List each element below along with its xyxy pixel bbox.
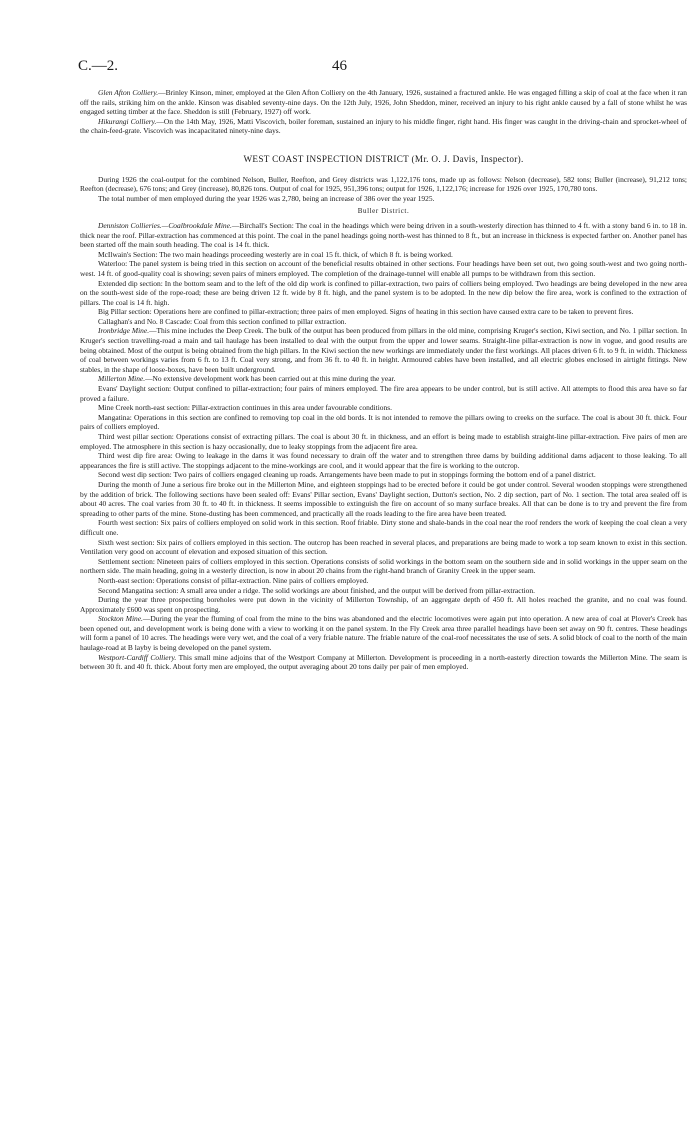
body-paragraph — [80, 279, 687, 308]
paragraph-text: Waterloo: The panel system is being tried in this section on account of the beneficial results obtained in other sections. Four headings have been set out, two going south-west and two going north-west. 14 ft. of good-quality coal is showing; seven pairs of miners employed. The completion of the drainage-tunnel will enable all pumps to be withdrawn from this section. — [80, 259, 687, 278]
paragraph-text: —During the year the fluming of coal from the mine to the bins was abandoned and the electric locomotives were again put into operation. A new area of coal at Plover's Creek has been opened out, and development work is being done with a view to working it on the panel system. In the Fly Creek area three parallel headings have been set away on 90 ft. centres. These headings will form a panel of 10 acres. The headings were very wet, and the coal of a very friable nature. The friable nature of the coal-roof necessitates the use of sets. A solid block of coal to the north of the main haulage-road at B layby is being developed on the panel system. — [80, 614, 687, 653]
paragraph-text: Callaghan's and No. 8 Cascade: Coal from this section confined to pillar extraction. — [98, 316, 347, 326]
body-paragraph — [80, 470, 687, 480]
page-number: 46 — [332, 58, 347, 74]
body-paragraph — [80, 595, 687, 614]
body-paragraph — [80, 518, 687, 537]
body-paragraph — [80, 451, 687, 470]
body-paragraph — [80, 614, 687, 652]
paragraph-text: Fourth west section: Six pairs of colliers employed on solid work in this section. Roof friable. Dirty stone and shale-bands in the coal near the roof renders the work of keeping the coal clean a very difficult one. — [80, 518, 687, 537]
paragraph-text: McIlwain's Section: The two main headings proceeding westerly are in coal 15 ft. thick, of which 8 ft. is being worked. — [98, 249, 453, 259]
paragraph-text: North-east section: Operations consist of pillar-extraction. Nine pairs of colliers employed. — [98, 575, 369, 585]
body-paragraph — [80, 374, 687, 384]
district-heading — [80, 207, 687, 217]
paragraph-text: —No extensive development work has been carried out at this mine during the year. — [145, 374, 396, 384]
paragraph-lead: Stockton Mine. — [98, 614, 143, 624]
paragraph-text: During the month of June a serious fire broke out in the Millerton Mine, and eighteen stoppings had to be erected before it could be got under control. Several wooden stoppings were strengthened by the addition of brick. The following sections have been sealed off: Evans' Pillar section, Evans' Daylight section, Dutton's section, No. 2 dip section, part of No. 1 section. The total area sealed off is about 40 acres. The coal varies from 30 ft. to 40 ft. in thickness. It seems impossible to extinguish the fire on account of so many surface breaks. All that can be done is to try and prevent the fire from spreading to other parts of the mine. Stone-dusting has been commenced, and practically all the roads leading to the fire area have been treated. — [80, 479, 687, 518]
paragraph-text: WEST COAST INSPECTION DISTRICT (Mr. O. J. Davis, Inspector). — [243, 153, 524, 164]
body-paragraph — [80, 307, 687, 317]
paragraph-text: —On the 14th May, 1926, Matti Viscovich, boiler foreman, sustained an injury to his middle finger, right hand. His finger was caught in the driving-chain and sprocket-wheel of the chain-feed-grate. Viscovich was incapacitated ninety-nine days. — [80, 116, 687, 136]
paragraph-text: Settlement section: Nineteen pairs of colliers employed in this section. Operations consists of solid workings in the bottom seam on the southern side and in solid workings in the upper seam on the northern side. The main heading, going in a westerly direction, is now in about 20 chains from the right-hand branch of Granity Creek in the upper seam. — [80, 556, 687, 576]
body-paragraph — [80, 194, 687, 204]
document-body — [80, 88, 687, 672]
paragraph-text: —Birchall's Section: The coal in the headings which were being driven in a south-westerly direction has thinned to 4 ft. with a stony band 6 in. to 18 in. thick near the roof. Pillar-extraction has commenced at this point. The coal in the panel headings going north-west has thinned to 8 ft., but an increase in thickness is expected farther on. Another panel has been started off the main south heading. The coal is 14 ft. thick. — [80, 220, 687, 250]
body-paragraph — [80, 384, 687, 403]
body-paragraph — [80, 557, 687, 576]
paragraph-text: —Brinley Kinson, miner, employed at the Glen Afton Colliery on the 4th January, 1926, sustained a fractured ankle. He was engaged filling a skip of coal at the face when it ran off the rails, striking him on the ankle. Kinson was disabled seventy-nine days. On the 12th July, 1926, John Sheddon, miner, received an injury to his right ankle caused by a fall of stone whilst he was engaged setting timber at the face. Sheddon is still (February, 1927) off work. — [80, 88, 687, 117]
body-paragraph — [80, 326, 687, 374]
paragraph-text: Buller District. — [357, 207, 410, 216]
body-paragraph — [80, 88, 687, 117]
paragraph-text: Extended dip section: In the bottom seam and to the left of the old dip work is confined to pillar-extraction, two pairs of colliers being employed. Two headings are being developed in the new area on the south-west side of the rope-road; these are being driven 12 ft. wide by 8 ft. high, and the panel system is to be adopted. In the new dip below the fire area, work is confined to the extraction of pillars. The coal is 14 ft. high. — [80, 278, 687, 307]
paragraph-text: The total number of men employed during the year 1926 was 2,780, being an increase of 386 over the year 1925. — [98, 193, 435, 203]
body-paragraph — [80, 413, 687, 432]
paragraph-text: Mine Creek north-east section: Pillar-extraction continues in this area under favourable conditions. — [98, 403, 392, 413]
body-paragraph — [80, 653, 687, 672]
paragraph-lead: Glen Afton Colliery. — [98, 88, 159, 97]
paragraph-text: Third west pillar section: Operations consist of extracting pillars. The coal is about 30 ft. in thickness, and an effort is being made to establish straight-line pillar-extraction. Five pairs of men are employed. The atmosphere in this section is hazy occasionally, due to leaky stoppings from the adjacent fire area. — [80, 432, 687, 451]
section-heading — [80, 155, 687, 165]
paragraph-lead: Millerton Mine. — [98, 374, 146, 384]
paragraph-lead: Westport-Cardiff Colliery. — [98, 652, 177, 662]
body-paragraph — [80, 403, 687, 413]
paragraph-text: Sixth west section: Six pairs of colliers employed in this section. The outcrop has been reached in several places, and preparations are being made to work a top seam known to exist in this section. Ventilation very good on account of elevation and exposed situation of this section. — [80, 537, 687, 557]
paragraph-text: Third west dip fire area: Owing to leakage in the dams it was found necessary to drain off the water and to strengthen three dams by building additional dams adjacent to those leaking. To all appearances the fire is still active. The stoppings adjacent to the mine-workings are cool, and it would appear that the fire is working to the outcrop. — [80, 451, 687, 470]
body-paragraph — [80, 576, 687, 586]
paragraph-lead: Hikurangi Colliery. — [98, 116, 157, 126]
paragraph-text: Second west dip section: Two pairs of colliers engaged cleaning up roads. Arrangements have been made to put in stoppings forming the bottom end of a panel district. — [98, 470, 596, 480]
body-paragraph — [80, 480, 687, 518]
paragraph-text: Second Mangatina section: A small area under a ridge. The solid workings are about finished, and the output will be derived from pillar-extraction. — [98, 585, 535, 595]
body-paragraph — [80, 117, 687, 136]
paragraph-text: Big Pillar section: Operations here are confined to pillar-extraction; three pairs of men employed. Signs of heating in this section have caused extra care to be taken to prevent fires. — [98, 307, 634, 317]
paragraph-text: During the year three prospecting boreholes were put down in the vicinity of Millerton Township, of an aggregate depth of 450 ft. All holes reached the granite, and no coal was found. Approximately £600 was spent on prospecting. — [80, 595, 687, 614]
body-paragraph — [80, 538, 687, 557]
body-paragraph — [80, 175, 687, 194]
body-paragraph — [80, 221, 687, 250]
paragraph-text: —This mine includes the Deep Creek. The bulk of the output has been produced from pillars in the old mine, comprising Kruger's section, Kiwi section, and No. 1 pillar section. In Kruger's section travelling-road a main and tail haulage has been installed to deal with the output from the upper and lower seams. Straight-line pillar-extraction is now in vogue, and good results are being obtained. Most of the output is being obtained from the high pillars. In the Kiwi section the new workings are immediately under the first workings. All places driven 6 ft. to 9 ft. in width. Thickness of coal between workings varies from 6 ft. to 13 ft. Coal very strong, and from 36 ft. to 40 ft. in height. Armoured cables have been installed, and all electric globes enclosed in airtight fittings. New stables, in the shape of loose-boxes, have been built underground. — [80, 326, 688, 374]
body-paragraph — [80, 250, 687, 260]
paragraph-lead: Denniston Collieries.—Coalbrookdale Mine. — [98, 220, 232, 230]
body-paragraph — [80, 259, 687, 278]
body-paragraph — [80, 317, 687, 327]
paragraph-text: Mangatina: Operations in this section are confined to removing top coal in the old bords. It is not intended to remove the pillars owing to creeks on the surface. The coal is about 30 ft. thick. Four pairs of colliers employed. — [80, 412, 687, 432]
body-paragraph — [80, 586, 687, 596]
paragraph-text: This small mine adjoins that of the Westport Company at Millerton. Development is proceeding in a north-easterly direction towards the Millerton Mine. The seam is between 30 ft. and 40 ft. thick. About forty men are employed, the output averaging about 20 tons daily per pair of men employed. — [80, 652, 687, 672]
paragraph-lead: Ironbridge Mine. — [98, 326, 150, 336]
body-paragraph — [80, 432, 687, 451]
report-reference: C.—2. — [78, 58, 119, 74]
paragraph-text: During 1926 the coal-output for the combined Nelson, Buller, Reefton, and Grey districts was 1,122,176 tons, made up as follows: Nelson (decrease), 582 tons; Buller (increase), 91,212 tons; Reefton (decrease), 676 tons; and Grey (increase), 80,826 tons. Output of coal for 1925, 951,396 tons; output for 1926, 1,122,176; increase for 1926 over 1925, 170,780 tons. — [80, 174, 687, 194]
paragraph-text: Evans' Daylight section: Output confined to pillar-extraction; four pairs of miners employed. The fire area appears to be under control, but is still active. All attempts to flood this area have so far proved a failure. — [80, 384, 687, 403]
